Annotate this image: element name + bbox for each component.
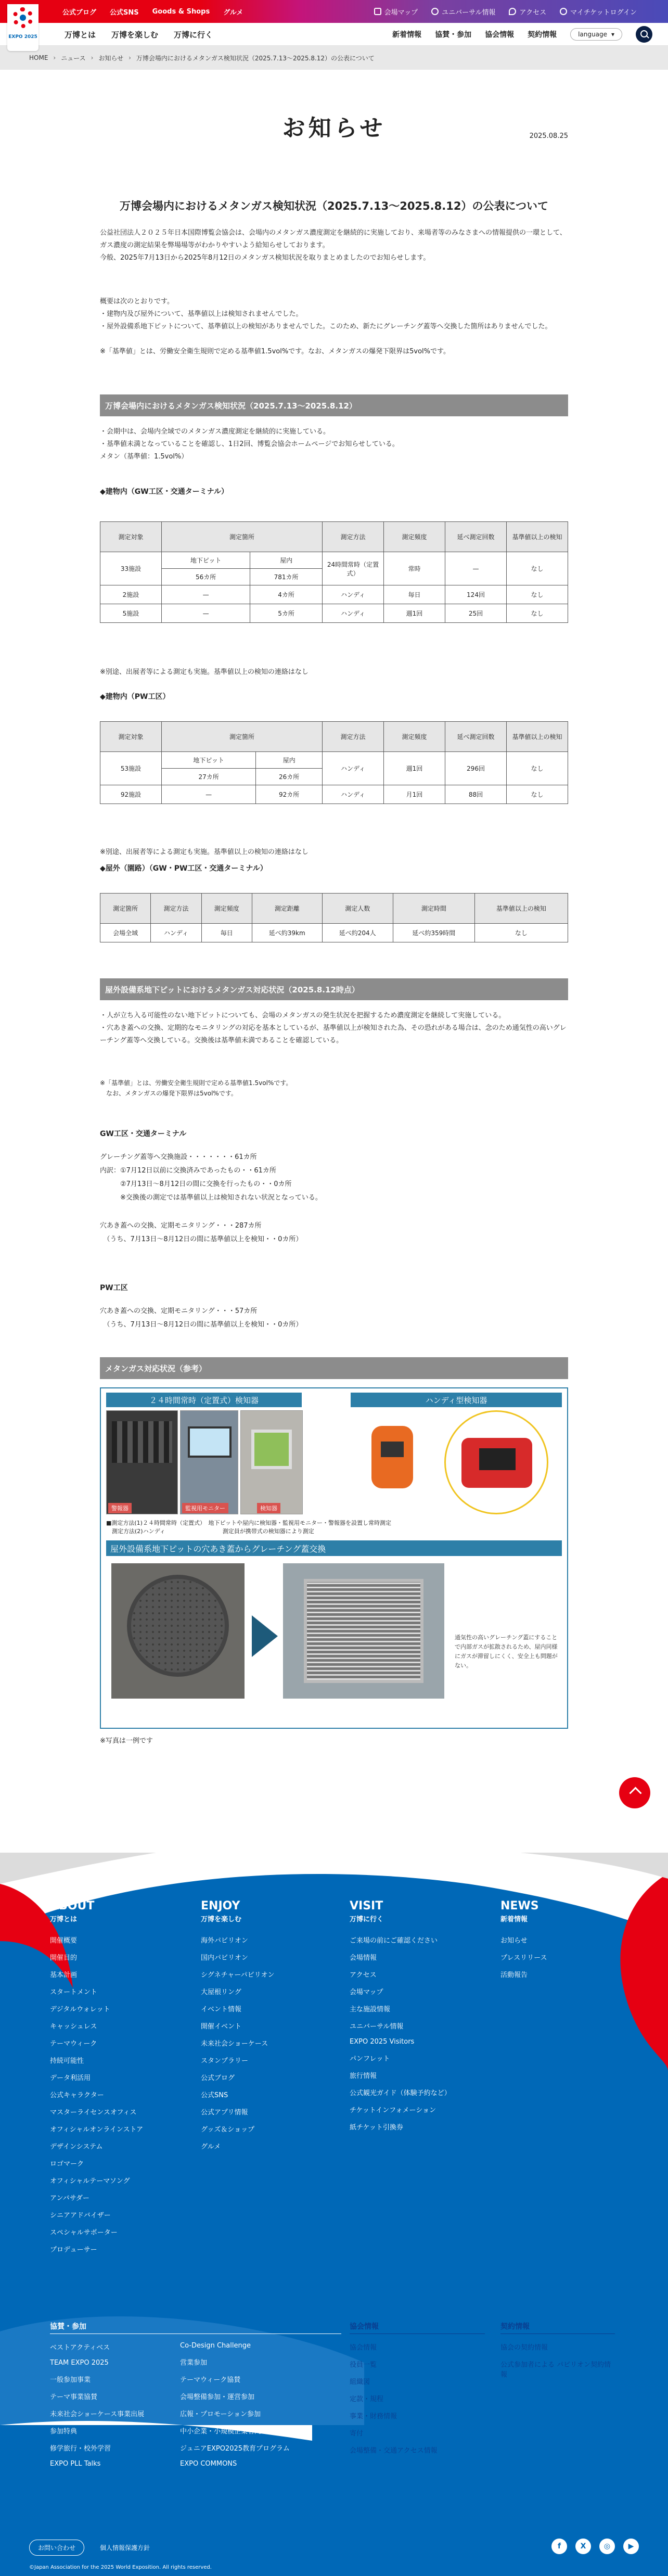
footer-link[interactable]: スタンプラリー <box>201 2057 249 2065</box>
section-heading-detection: 万博会場内におけるメタンガス検知状況（2025.7.13〜2025.8.12） <box>100 394 568 416</box>
footer-link[interactable]: 主な施設情報 <box>350 2006 391 2013</box>
footer-link[interactable]: 活動報告 <box>500 1971 528 1979</box>
footer-link[interactable]: デザインシステム <box>50 2143 103 2151</box>
gw-line: グレーチング蓋等へ交換施設・・・・・・・61カ所 <box>100 1153 257 1161</box>
table-header: 測定対象 <box>100 722 162 752</box>
footer-link[interactable]: TEAM EXPO 2025 <box>50 2359 109 2367</box>
table-cell: なし <box>474 924 568 942</box>
gw-line: ※交換後の測定では基準値以上は検知されない状況となっている。 <box>100 1194 322 1202</box>
chevron-down-icon: ▾ <box>611 31 614 38</box>
footer-link[interactable]: プロデューサー <box>50 2246 97 2254</box>
table-header: 測定距離 <box>252 894 322 924</box>
contact-button[interactable]: お問い合わせ <box>29 2540 84 2556</box>
table-cell: — <box>445 552 507 585</box>
footer-gray-shape-right <box>520 1853 668 1879</box>
orange-device-screen <box>381 1442 404 1457</box>
table-cell: 25回 <box>445 604 507 623</box>
footer-link[interactable]: 中小企業・小規模企業者向け <box>180 2428 268 2435</box>
footer-list-enjoy <box>201 1935 336 2151</box>
table-header: 測定頻度 <box>384 522 445 552</box>
footer-link[interactable]: 修学旅行・校外学習 <box>50 2445 111 2453</box>
expo-logo[interactable] <box>7 4 38 51</box>
monitor-screen <box>188 1426 232 1458</box>
intro-paragraph-1: 公益社団法人２０２５年日本国際博覧会協会は、会場内のメタンガス濃度測定を継続的に実施しており、来場者等のみなさまへの情報提供の一環として、ガス濃度の測定結果を弊場場等がわかりやすいよう給知らせしております。 <box>100 229 567 249</box>
footer-sect-participate <box>50 2321 341 2334</box>
user-icon <box>560 8 567 15</box>
photo-note: ※写真は一例です <box>100 1737 153 1745</box>
chevron-right-icon: › <box>91 54 94 61</box>
table-header: 測定対象 <box>100 522 162 552</box>
nav-contract[interactable]: 契約情報 <box>528 31 557 39</box>
logo-eye <box>20 15 26 21</box>
table-cell: 延べ約359時間 <box>393 924 474 942</box>
top-links <box>62 0 243 23</box>
orange-device-body <box>371 1426 413 1488</box>
footer-link[interactable]: デジタルウォレット <box>50 2006 110 2013</box>
nav-enjoy[interactable]: 万博を楽しむ <box>111 30 159 40</box>
footer-link[interactable]: 旅行情報 <box>350 2072 377 2080</box>
table-cell: 92カ所 <box>256 785 323 804</box>
footer-link[interactable]: 会場情報 <box>350 1954 377 1962</box>
footer-link[interactable]: 公式アプリ情報 <box>201 2109 248 2116</box>
footer-link[interactable]: オフィシャルテーマソング <box>50 2177 130 2185</box>
gw-line: ②7月13日〜8月12日の間に交換を行ったもの・・0カ所 <box>100 1180 292 1188</box>
table2-title: ◆建物内（PW工区） <box>100 693 170 701</box>
footer-link[interactable]: 一般参加事業 <box>50 2376 91 2384</box>
top-link-access[interactable] <box>509 7 546 17</box>
footer-link[interactable]: 協会の契約情報 <box>500 2344 548 2352</box>
footer-link[interactable]: 会場マップ <box>350 1988 383 1996</box>
tag-alarm: 警報器 <box>108 1503 132 1513</box>
breadcrumb-news[interactable]: ニュース <box>61 54 86 62</box>
footer-col-enjoy <box>201 1899 336 2158</box>
pw-title: PW工区 <box>100 1284 128 1292</box>
summary-lead: 概要は次のとおりです。 <box>100 298 174 305</box>
tag-monitor: 監視用モニター <box>182 1503 228 1513</box>
table-cell: 屋内 <box>256 752 323 769</box>
table-cell: 地下ピット <box>162 752 256 769</box>
table-cell: 5カ所 <box>250 604 323 623</box>
detector-photo <box>240 1410 303 1514</box>
section2-line-1: ・人が立ち入る可能性のない地下ピットについても、会場のメタンガスの発生状況を把握するため濃度測定を継続して実施している。 <box>100 1012 506 1019</box>
table-cell: 5施設 <box>100 604 162 623</box>
page-title: お知らせ <box>282 115 386 142</box>
table-header: 延べ測定回数 <box>445 522 507 552</box>
nav-about[interactable]: 万博とは <box>65 30 96 40</box>
panel-title-grating: 屋外設備系地下ピットの穴あき蓋からグレーチング蓋交換 <box>106 1540 562 1556</box>
footer-link[interactable]: キャッシュレス <box>50 2023 97 2031</box>
summary-line-3: ※「基準値」とは、労働安全衛生規則で定める基準値1.5vol%です。なお、メタンガスの爆発下限界は5vol%です。 <box>100 348 450 355</box>
footer-list-contract <box>500 2342 615 2386</box>
breadcrumb-home[interactable]: HOME <box>29 54 48 61</box>
footer-link[interactable]: グッズ＆ショップ <box>201 2126 255 2134</box>
top-link-login-label: マイチケットログイン <box>570 8 637 17</box>
footer-col-sub: 新着情報 <box>500 1916 528 1923</box>
perforated-lid-photo <box>111 1563 245 1699</box>
footer-link[interactable]: スタートメント <box>50 1988 97 1996</box>
table-cell: なし <box>507 585 568 604</box>
footer-link[interactable]: 紙チケット引換券 <box>350 2124 403 2132</box>
top-link-goods[interactable]: Goods & Shops <box>152 7 210 16</box>
footer-link[interactable]: 大屋根リング <box>201 1988 241 1996</box>
table-cell: 毎日 <box>201 924 252 942</box>
footer-link[interactable]: 海外パビリオン <box>201 1937 248 1945</box>
footer-link[interactable]: ロゴマーク <box>50 2160 84 2168</box>
chevron-right-icon: › <box>53 54 56 61</box>
table-cell: 4カ所 <box>250 585 323 604</box>
table-cell: 124回 <box>445 585 507 604</box>
logo-text: EXPO 2025 <box>8 34 37 40</box>
footer-col-sub: 万博を楽しむ <box>201 1916 242 1923</box>
table-cell: — <box>162 604 250 623</box>
table-header: 測定頻度 <box>201 894 252 924</box>
footer-link[interactable]: 公式観光ガイド（体験予約など） <box>350 2089 451 2097</box>
table-cell: 26カ所 <box>256 769 323 785</box>
table-cell: 88回 <box>445 785 507 804</box>
table-header: 測定方法 <box>151 894 201 924</box>
nav-news[interactable]: 新着情報 <box>392 31 422 39</box>
table-cell: 常時 <box>384 552 445 585</box>
table-header: 測定方法 <box>323 522 384 552</box>
table1-title: ◆建物内（GW工区・交通ターミナル） <box>100 488 228 496</box>
table-cell: 92施設 <box>100 785 162 804</box>
footer-sect-contract <box>500 2321 615 2334</box>
footer-link[interactable]: オフィシャルオンラインストア <box>50 2126 144 2134</box>
table-cell: なし <box>507 785 568 804</box>
footer-link[interactable]: 開催概要 <box>50 1937 78 1945</box>
footer-link[interactable]: テーマ事業協賛 <box>50 2393 98 2401</box>
footer-bottom-links <box>29 2540 150 2556</box>
caption-method-1: ■測定方法(1)２４時間常時（定置式） 地下ピットや屋内に検知器・監視用モニター・警報器を設置し常時測定 <box>106 1520 392 1526</box>
footer-col-sub: 万博に行く <box>350 1916 384 1923</box>
instagram-icon[interactable]: ◎ <box>599 2539 615 2554</box>
table-gw-buildings <box>100 521 568 623</box>
footer-list-about <box>50 1935 185 2254</box>
perforated-lid <box>127 1575 229 1677</box>
section1-line-3: メタン（基準値：1.5vol%） <box>100 453 188 461</box>
section-heading-pits: 屋外設備系地下ピットにおけるメタンガス対応状況（2025.8.12時点） <box>100 978 568 1000</box>
tag-detector: 検知器 <box>257 1503 280 1513</box>
footer-col-title: ENJOY <box>201 1899 240 1912</box>
language-select[interactable] <box>570 28 622 41</box>
footer-gray-shape <box>0 1853 156 1884</box>
top-link-login[interactable] <box>560 7 637 17</box>
footer-link[interactable]: 組織図 <box>350 2378 370 2386</box>
footer-list-visit <box>350 1935 485 2132</box>
table-cell: 週1回 <box>384 604 445 623</box>
table-cell: — <box>162 785 256 804</box>
grating-note: 通気性の高いグレーチング蓋にすることで内部ガスが拡散されるため、屋内同様にガスが滞留しにくく、安全上も問題がない。 <box>455 1634 558 1669</box>
table2-note: ※別途、出展者等による測定も実施。基準値以上の検知の連絡はなし <box>100 848 309 856</box>
top-bar <box>0 0 668 23</box>
footer-sect-title: 協会情報 <box>350 2323 379 2331</box>
top-link-universal[interactable] <box>431 7 495 17</box>
facebook-icon[interactable]: f <box>551 2539 567 2554</box>
top-link-map[interactable] <box>374 7 418 17</box>
top-right-links <box>374 0 637 23</box>
table-cell: 24時間常時（定置式） <box>323 552 384 585</box>
footer-col-news <box>500 1899 615 1986</box>
footer-link[interactable]: イベント情報 <box>201 2006 242 2013</box>
breadcrumb-notice[interactable]: お知らせ <box>98 54 124 62</box>
table-cell: 延べ約204人 <box>322 924 393 942</box>
footer-link[interactable]: ベストアクティベス <box>50 2344 110 2352</box>
footer-link[interactable]: 基本計画 <box>50 1971 78 1979</box>
footer-col-visit <box>350 1899 485 2139</box>
table-cell: 296回 <box>445 752 507 785</box>
table-cell: 会場全域 <box>100 924 151 942</box>
footer-sect-association <box>350 2321 485 2334</box>
footer-link[interactable]: 広報・プロモーション参加 <box>180 2411 261 2418</box>
panel-title-fixed: ２４時間常時（定置式）検知器 <box>106 1393 302 1407</box>
footer-col-about <box>50 1899 185 2261</box>
table-cell: 33施設 <box>100 552 162 585</box>
table-header: 測定箇所 <box>162 722 323 752</box>
table-cell: なし <box>507 604 568 623</box>
alarm-device <box>112 1421 172 1463</box>
footer-link[interactable]: 持続可能性 <box>50 2057 84 2065</box>
footer-col-title: ABOUT <box>50 1899 95 1912</box>
footer-link[interactable]: ジュニアEXPO2025教育プログラム <box>180 2445 290 2453</box>
footer-col-title: NEWS <box>500 1899 539 1912</box>
footer-link[interactable]: 未来社会ショーケース <box>201 2040 268 2048</box>
table-cell: なし <box>507 752 568 785</box>
footer-link[interactable]: ご来場の前にご確認ください <box>350 1937 438 1945</box>
table-cell: 月1回 <box>384 785 445 804</box>
footer-link[interactable]: 営業参加 <box>180 2359 208 2367</box>
footer-link[interactable]: 開催イベント <box>201 2023 242 2031</box>
table-cell: ハンディ <box>323 752 384 785</box>
footer-link[interactable]: データ利活用 <box>50 2074 91 2082</box>
table-cell: 延べ約39km <box>252 924 322 942</box>
copyright: ©Japan Association for the 2025 World Exposition. All rights reserved. <box>29 2565 212 2570</box>
footer-link[interactable]: EXPO 2025 Visitors <box>350 2038 415 2046</box>
reference-photo-panel <box>100 1387 568 1729</box>
top-link-access-label: アクセス <box>519 8 547 17</box>
footer-link[interactable]: グルメ <box>201 2143 221 2151</box>
table3-title: ◆屋外（園路）（GW・PW工区・交通ターミナル） <box>100 864 267 873</box>
grating-lid <box>304 1579 423 1683</box>
table-cell: ハンディ <box>323 604 384 623</box>
privacy-link[interactable]: 個人情報保護方針 <box>100 2544 150 2552</box>
footer-link[interactable]: 国内パビリオン <box>201 1954 248 1962</box>
map-icon <box>374 8 381 15</box>
table-header: 測定頻度 <box>384 722 445 752</box>
grating-lid-photo <box>283 1563 444 1699</box>
footer-link[interactable]: 開催目的 <box>50 1954 78 1962</box>
pw-line: 穴あき蓋への交換、定期モニタリング・・・57カ所 <box>100 1307 258 1315</box>
search-button[interactable] <box>636 26 652 43</box>
footer-sect-title: 協賛・参加 <box>50 2323 86 2331</box>
handy-detector-red <box>444 1410 548 1514</box>
summary-line-2: ・屋外設備系地下ピットについて、基準値以上の検知がありませんでした。このため、新たにグレーチング蓋等へ交換した箇所はありませんでした。 <box>100 323 552 330</box>
footer <box>0 1853 668 2576</box>
gw-line: （うち、7月13日〜8月12日の間に基準値以上を検知・・0カ所） <box>100 1235 303 1243</box>
section2-line-2: ・穴あき蓋への交換、定期的なモニタリングの対応を基本としているが、基準値以上が検知された為、その恐れがある場合は、念のため通気性の高いグレーチング蓋等へ交換している。交換後は基準値未満であることを確認している。 <box>100 1024 567 1044</box>
alarm-photo <box>106 1410 178 1514</box>
footer-link[interactable]: 寄付 <box>350 2430 364 2438</box>
footer-link[interactable]: シニアアドバイザー <box>50 2212 111 2220</box>
table-cell: なし <box>507 552 568 585</box>
nav-participate[interactable]: 協賛・参加 <box>435 31 472 39</box>
footer-link[interactable]: 会場整備参加・運営参加 <box>180 2393 255 2401</box>
table-cell: 毎日 <box>384 585 445 604</box>
footer-link[interactable]: ユニバーサル情報 <box>350 2023 404 2031</box>
footer-link[interactable]: マスターライセンスオフィス <box>50 2109 137 2116</box>
section-heading-reference: メタンガス対応状況（参考） <box>100 1357 568 1379</box>
table-cell: ハンディ <box>151 924 201 942</box>
gw-line: 穴あき蓋への交換、定期モニタリング・・・287カ所 <box>100 1222 262 1230</box>
footer-sns <box>551 2539 639 2554</box>
top-link-gourmet[interactable]: グルメ <box>223 8 243 17</box>
table-cell: 781カ所 <box>250 569 323 585</box>
top-link-map-label: 会場マップ <box>384 8 418 17</box>
footer-columns <box>50 1899 622 2254</box>
nav-visit[interactable]: 万博に行く <box>174 30 213 40</box>
back-to-top-button[interactable] <box>619 1777 650 1808</box>
footer-link[interactable]: 役員一覧 <box>350 2361 377 2369</box>
footer-link[interactable]: EXPO PLL Talks <box>50 2460 101 2468</box>
table-header: 測定箇所 <box>100 894 151 924</box>
footer-link[interactable]: 公式キャラクター <box>50 2092 104 2099</box>
footer-link[interactable]: EXPO COMMONS <box>180 2460 237 2468</box>
summary-line-1: ・建物内及び屋外について、基準値以上は検知されませんでした。 <box>100 310 303 318</box>
pin-icon <box>509 8 516 15</box>
nav-association[interactable]: 協会情報 <box>485 31 515 39</box>
table-header: 測定時間 <box>393 894 474 924</box>
footer-col-title: VISIT <box>350 1899 383 1912</box>
footer-col-sub: 万博とは <box>50 1916 78 1923</box>
footer-link[interactable]: パンフレット <box>350 2055 390 2063</box>
table-cell: — <box>162 585 250 604</box>
footer-link[interactable]: 未来社会ショーケース事業出展 <box>50 2411 145 2418</box>
table-cell: 27カ所 <box>162 769 256 785</box>
x-icon[interactable]: X <box>575 2539 591 2554</box>
chevron-right-icon: › <box>129 54 131 61</box>
main-nav <box>0 23 668 46</box>
footer-link[interactable]: 参加特典 <box>50 2428 78 2435</box>
youtube-icon[interactable]: ▶ <box>623 2539 639 2554</box>
footer-link[interactable]: お知らせ <box>500 1937 528 1945</box>
footer-tier2 <box>50 2321 622 2468</box>
table-header: 測定方法 <box>323 722 384 752</box>
footer-link[interactable]: 公式SNS <box>201 2092 228 2099</box>
table-cell: 週1回 <box>384 752 445 785</box>
table-cell: 地下ピット <box>162 552 250 569</box>
footer-sect-title: 契約情報 <box>500 2323 530 2331</box>
section2-note-1: ※「基準値」とは、労働安全衛生規則で定める基準値1.5vol%です。 <box>100 1079 292 1087</box>
footer-list-news <box>500 1935 615 1979</box>
top-link-universal-label: ユニバーサル情報 <box>442 8 496 17</box>
arrow-right-icon <box>252 1615 278 1657</box>
pw-line: （うち、7月13日〜8月12日の間に基準値以上を検知・・0カ所） <box>100 1321 303 1329</box>
footer-link[interactable]: 定款・規程 <box>350 2395 384 2403</box>
footer-link[interactable]: 事業・財務情報 <box>350 2413 397 2420</box>
table-cell: 2施設 <box>100 585 162 604</box>
footer-link[interactable]: スペシャルサポーター <box>50 2229 118 2237</box>
footer-link[interactable]: チケットインフォメーション <box>350 2107 436 2114</box>
table-cell: 56カ所 <box>162 569 250 585</box>
article-date: 2025.08.25 <box>529 132 568 140</box>
table-cell: 屋内 <box>250 552 323 569</box>
red-device-screen <box>479 1448 516 1470</box>
footer-link[interactable]: テーマウィーク <box>50 2040 97 2048</box>
table-header: 基準値以上の検知 <box>507 722 568 752</box>
footer-link[interactable]: Co-Design Challenge <box>180 2342 251 2350</box>
table-cell: 53施設 <box>100 752 162 785</box>
article-title: 万博会場内におけるメタンガス検知状況（2025.7.13〜2025.8.12）の公表について <box>119 200 549 212</box>
table-header: 基準値以上の検知 <box>507 522 568 552</box>
footer-link[interactable]: 協会情報 <box>350 2344 377 2352</box>
panel-title-handy: ハンディ型検知器 <box>351 1393 562 1407</box>
gw-line: 内訳：①7月12日以前に交換済みであったもの・・61カ所 <box>100 1167 276 1175</box>
gw-title: GW工区・交通ターミナル <box>100 1130 187 1138</box>
table-header: 測定箇所 <box>162 522 323 552</box>
breadcrumb <box>0 46 668 70</box>
footer-link[interactable]: シグネチャーパビリオン <box>201 1971 275 1979</box>
breadcrumb-current: 万博会場内におけるメタンガス検知状況（2025.7.13〜2025.8.12）の公表について <box>136 54 375 62</box>
footer-link[interactable]: 公式参加者による パビリオン契約情報 <box>500 2361 611 2379</box>
section1-line-2: ・基準値未満となっていることを確認し、1日2回、博覧会協会ホームページでお知らせしている。 <box>100 440 399 448</box>
intro-paragraph-2: 今般、2025年7月13日から2025年8月12日のメタンガス検知状況を取りまとめましたのでお知らせします。 <box>100 254 430 262</box>
top-link-blog[interactable]: 公式ブログ <box>62 8 97 17</box>
top-link-sns[interactable]: 公式SNS <box>110 8 139 17</box>
table-pw-buildings <box>100 721 568 804</box>
table1-note: ※別途、出展者等による測定も実施。基準値以上の検知の連絡はなし <box>100 668 309 676</box>
caption-method-2: 測定方法(2)ハンディ 測定員が携帯式の検知器により測定 <box>106 1528 314 1535</box>
monitor-photo <box>180 1410 238 1514</box>
footer-link[interactable]: プレスリリース <box>500 1954 547 1962</box>
section2-note-2: なお、メタンガスの爆発下限界は5vol%です。 <box>100 1090 237 1097</box>
footer-list-participate-b <box>180 2342 336 2475</box>
table-header: 測定人数 <box>322 894 393 924</box>
section1-line-1: ・会期中は、会場内全域でのメタンガス濃度測定を継続的に実施している。 <box>100 428 330 436</box>
detector-device <box>251 1430 292 1469</box>
footer-link[interactable]: テーマウィーク協賛 <box>180 2376 241 2384</box>
table-cell: ハンディ <box>323 785 384 804</box>
accessibility-icon <box>431 8 439 15</box>
footer-link[interactable]: アクセス <box>350 1971 377 1979</box>
language-label: language <box>578 31 607 38</box>
table-outdoor-paths <box>100 893 568 942</box>
footer-link[interactable]: 会場整備・交通アクセス情報 <box>350 2447 438 2455</box>
footer-list-participate-a <box>50 2342 185 2475</box>
table-header: 延べ測定回数 <box>445 722 507 752</box>
handy-detector-orange <box>361 1410 423 1514</box>
footer-list-association <box>350 2342 485 2462</box>
footer-link[interactable]: 公式ブログ <box>201 2074 235 2082</box>
table-header: 基準値以上の検知 <box>474 894 568 924</box>
table-cell: ハンディ <box>323 585 384 604</box>
footer-link[interactable]: アンバサダー <box>50 2195 89 2202</box>
